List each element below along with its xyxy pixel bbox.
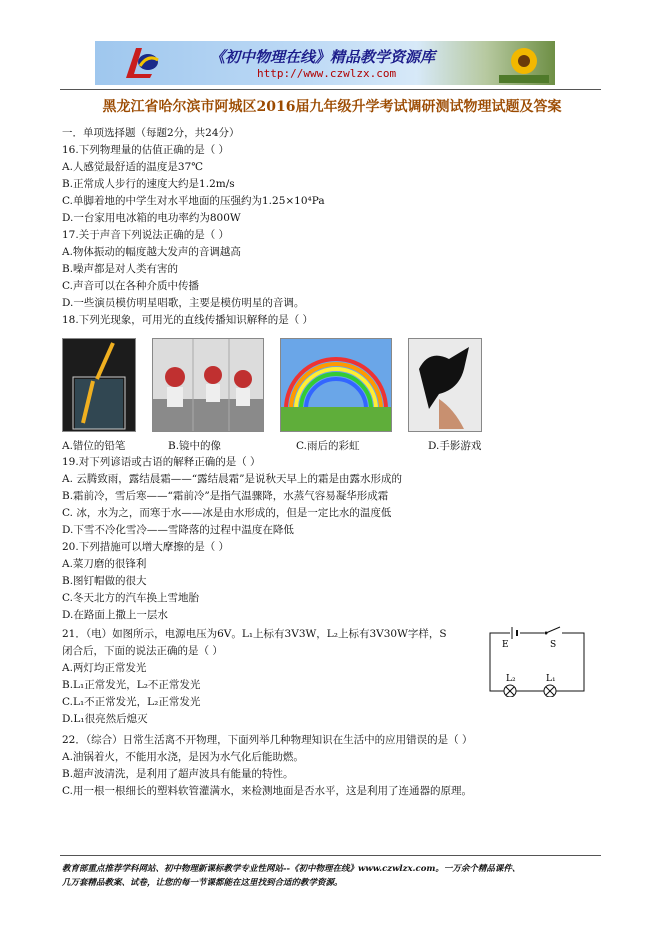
text-line: C.单脚着地的中学生对水平地面的压强约为1.25×10⁴Pa bbox=[62, 195, 325, 207]
header-banner bbox=[95, 41, 555, 85]
text-line: C. 冰，水为之，而寒于水——冰是由水形成的，但是一定比水的温度低 bbox=[62, 507, 392, 519]
footer-line: 教育部重点推荐学科网站、初中物理新课标教学专业性网站--《初中物理在线》www.czwlzx.com。一万余个精品课件、 bbox=[62, 864, 521, 874]
text-line: C.用一根一根细长的塑料软管灌满水，来检测地面是否水平，这是利用了连通器的原理。 bbox=[62, 785, 472, 797]
caption-c: C.雨后的彩虹 bbox=[296, 440, 360, 452]
text-line: B.正常成人步行的速度大约是1.2m/s bbox=[62, 178, 235, 190]
header-rule bbox=[60, 89, 601, 90]
text-line: B.图钉帽做的很大 bbox=[62, 575, 147, 587]
page-title: 黑龙江省哈尔滨市阿城区2016届九年级升学考试调研测试物理试题及答案 bbox=[102, 99, 562, 115]
footer-line: 几万套精品教案、试卷，让您的每一节课都能在这里找到合适的教学资源。 bbox=[62, 878, 343, 888]
label-l2: L₂ bbox=[506, 674, 516, 684]
text-line: A.两灯均正常发光 bbox=[62, 662, 147, 674]
label-l1: L₁ bbox=[546, 674, 556, 684]
text-line: 闭合后，下面的说法正确的是（ ） bbox=[62, 645, 223, 657]
text-line: 22．（综合）日常生活离不开物理，下面列举几种物理知识在生活中的应用错误的是（ ） bbox=[62, 734, 473, 746]
caption-b: B.镜中的像 bbox=[168, 440, 222, 452]
text-line: D.下雪不冷化雪冷——雪降落的过程中温度在降低 bbox=[62, 524, 294, 536]
pencil-in-water-image bbox=[62, 338, 136, 432]
site-logo bbox=[122, 44, 162, 82]
text-line: 20.下列措施可以增大摩擦的是（ ） bbox=[62, 541, 230, 553]
text-line: A.物体振动的幅度越大发声的音调越高 bbox=[62, 246, 241, 258]
text-line: A.菜刀磨的很锋利 bbox=[62, 558, 147, 570]
text-line: C.L₁不正常发光，L₂正常发光 bbox=[62, 696, 201, 708]
text-line: 一．单项选择题（每题2分，共24分） bbox=[62, 127, 240, 139]
text-line: A. 云腾致雨，露结晨霜——“露结晨霜”是说秋天早上的霜是由露水形成的 bbox=[62, 473, 402, 485]
text-line: 17.关于声音下列说法正确的是（ ） bbox=[62, 229, 230, 241]
caption-d: D.手影游戏 bbox=[428, 440, 482, 452]
text-line: C.声音可以在各种介质中传播 bbox=[62, 280, 199, 292]
mirror-image bbox=[152, 338, 264, 432]
text-line: 18.下列光现象，可用光的直线传播知识解释的是（ ） bbox=[62, 314, 314, 326]
text-line: C.冬天北方的汽车换上雪地胎 bbox=[62, 592, 199, 604]
text-line: 19.对下列谚语或古语的解释正确的是（ ） bbox=[62, 456, 261, 468]
text-line: B.L₁正常发光，L₂不正常发光 bbox=[62, 679, 201, 691]
sunflower-icon bbox=[499, 43, 549, 83]
text-line: A.人感觉最舒适的温度是37℃ bbox=[62, 161, 204, 173]
text-line: B.噪声都是对人类有害的 bbox=[62, 263, 179, 275]
caption-a: A.错位的铅笔 bbox=[62, 440, 126, 452]
rainbow-image bbox=[280, 338, 392, 432]
banner-url[interactable]: http://www.czwlzx.com bbox=[257, 67, 397, 80]
text-line: D.在路面上撒上一层水 bbox=[62, 609, 168, 621]
label-e: E bbox=[502, 640, 509, 650]
text-line: B.超声波清洗，是利用了超声波具有能量的特性。 bbox=[62, 768, 294, 780]
circuit-diagram bbox=[488, 625, 588, 697]
footer-rule bbox=[60, 855, 601, 856]
text-line: A.油锅着火，不能用水浇，是因为水气化后能助燃。 bbox=[62, 751, 304, 763]
text-line: 21．（电）如图所示，电源电压为6V。L₁上标有3V3W，L₂上标有3V30W字样，S bbox=[62, 628, 447, 640]
banner-title: 《初中物理在线》精品教学资源库 bbox=[210, 48, 436, 66]
hand-shadow-image bbox=[408, 338, 482, 432]
text-line: B.霜前冷，雪后寒——“霜前冷”是指气温骤降，水蒸气容易凝华形成霜 bbox=[62, 490, 389, 502]
text-line: D.L₁很亮然后熄灭 bbox=[62, 713, 148, 725]
text-line: 16.下列物理量的估值正确的是（ ） bbox=[62, 144, 230, 156]
text-line: D.一些演员模仿明星唱歌，主要是模仿明星的音调。 bbox=[62, 297, 305, 309]
label-s: S bbox=[550, 640, 557, 650]
text-line: D.一台家用电冰箱的电功率约为800W bbox=[62, 212, 241, 224]
